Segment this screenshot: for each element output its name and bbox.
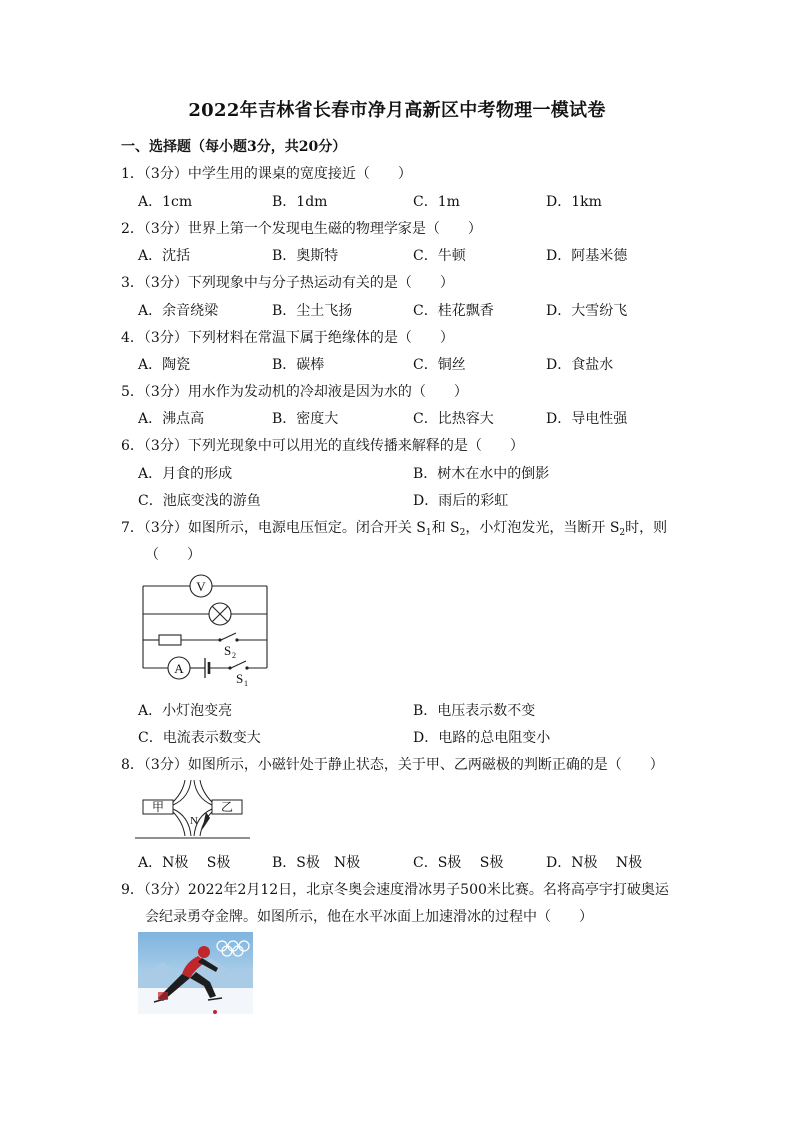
question-5-option-c[interactable]: C．比热容大 [413, 411, 494, 427]
question-3-option-b[interactable]: B．尘土飞扬 [272, 303, 353, 319]
question-6-stem: 6．（3分）下列光现象中可以用光的直线传播来解释的是（ ） [121, 438, 524, 454]
ammeter-label: A [174, 661, 184, 676]
question-9-stem-line2: 会纪录勇夺金牌。如图所示，他在水平冰面上加速滑冰的过程中（ ） [145, 909, 593, 925]
question-8-option-a[interactable]: A．N极 S极 [138, 855, 231, 871]
question-1-option-b[interactable]: B．1dm [272, 194, 328, 210]
question-3-option-a[interactable]: A．余音绕梁 [138, 303, 219, 319]
question-5-option-d[interactable]: D．导电性强 [546, 411, 628, 427]
magnet-left-pole-label: 甲 [151, 800, 165, 814]
question-8-option-b[interactable]: B．S极 N极 [272, 855, 361, 871]
question-1-option-a[interactable]: A．1cm [138, 194, 193, 210]
question-2-stem: 2．（3分）世界上第一个发现电生磁的物理学家是（ ） [121, 221, 482, 237]
question-6-option-a[interactable]: A．月食的形成 [138, 466, 233, 482]
question-8-stem: 8．（3分）如图所示，小磁针处于静止状态，关于甲、乙两磁极的判断正确的是（ ） [121, 757, 664, 773]
question-3-option-d[interactable]: D．大雪纷飞 [546, 303, 628, 319]
question-7-option-d[interactable]: D．电路的总电阻变小 [413, 730, 551, 746]
question-7-stem: 7．（3分）如图所示，电源电压恒定。闭合开关 $S_1$和 $S_2$，小灯泡发光，当断开 $S_2$时，则 [121, 520, 668, 538]
question-1-option-d[interactable]: D．1km [546, 194, 602, 210]
switch-s1-label: S [236, 671, 244, 686]
question-6-option-b[interactable]: B．树木在水中的倒影 [413, 466, 550, 482]
question-7-option-b[interactable]: B．电压表示数不变 [413, 703, 536, 719]
question-2-option-a[interactable]: A．沈括 [138, 248, 191, 264]
question-4-option-b[interactable]: B．碳棒 [272, 357, 325, 373]
question-1-stem: 1．（3分）中学生用的课桌的宽度接近（ ） [121, 166, 412, 182]
question-4-option-c[interactable]: C．铜丝 [413, 357, 466, 373]
question-6-option-c[interactable]: C．池底变浅的游鱼 [138, 493, 261, 509]
question-3-option-c[interactable]: C．桂花飘香 [413, 303, 494, 319]
question-7-option-a[interactable]: A．小灯泡变亮 [138, 703, 233, 719]
question-9-skater-photo [138, 932, 253, 1014]
question-3-stem: 3．（3分）下列现象中与分子热运动有关的是（ ） [121, 275, 454, 291]
question-4-stem: 4．（3分）下列材料在常温下属于绝缘体的是（ ） [121, 330, 454, 346]
question-4-option-a[interactable]: A．陶瓷 [138, 357, 191, 373]
section-heading: 一、选择题（每小题3分，共20分） [121, 139, 347, 155]
question-7-stem-line2: （ ） [145, 547, 201, 563]
switch-s1-subscript: 1 [244, 679, 248, 688]
question-8-option-c[interactable]: C．S极 S极 [413, 855, 504, 871]
voltmeter-label: V [196, 579, 206, 594]
question-6-option-d[interactable]: D．雨后的彩虹 [413, 493, 509, 509]
needle-n-label: N [190, 815, 198, 827]
question-2-option-d[interactable]: D．阿基米德 [546, 248, 628, 264]
switch-s2-subscript: 2 [232, 651, 236, 660]
question-8-magnet-figure [135, 778, 250, 838]
question-5-stem: 5．（3分）用水作为发动机的冷却液是因为水的（ ） [121, 384, 468, 400]
question-2-option-b[interactable]: B．奥斯特 [272, 248, 339, 264]
switch-s2-label: S [224, 643, 232, 658]
question-9-stem: 9．（3分）2022年2月12日，北京冬奥会速度滑冰男子500米比赛。名将高亭宇打破奥运 [121, 882, 669, 898]
exam-title: 2022年吉林省长春市净月高新区中考物理一模试卷 [188, 100, 606, 121]
question-7-option-c[interactable]: C．电流表示数变大 [138, 730, 261, 746]
question-2-option-c[interactable]: C．牛顿 [413, 248, 466, 264]
question-7-circuit-figure [135, 572, 275, 690]
question-1-option-c[interactable]: C．1m [413, 194, 460, 210]
question-8-option-d[interactable]: D．N极 N极 [546, 855, 643, 871]
magnet-right-pole-label: 乙 [220, 800, 234, 814]
question-5-option-a[interactable]: A．沸点高 [138, 411, 205, 427]
question-4-option-d[interactable]: D．食盐水 [546, 357, 614, 373]
question-5-option-b[interactable]: B．密度大 [272, 411, 339, 427]
